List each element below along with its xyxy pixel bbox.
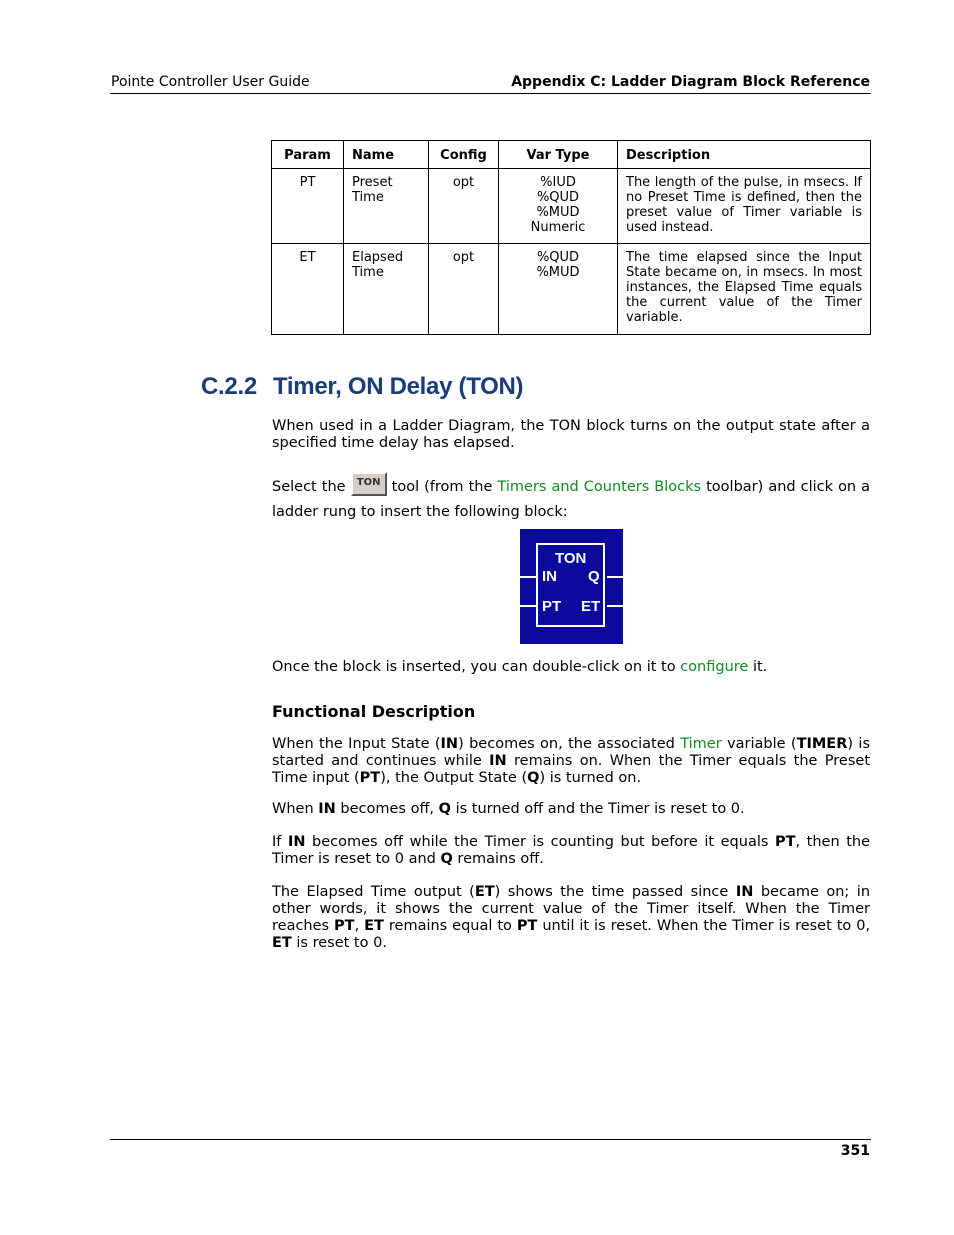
table-header-row bbox=[272, 141, 871, 169]
configure-prefix: Once the block is inserted, you can double-click on it to bbox=[272, 659, 676, 675]
block-in-label: IN bbox=[542, 568, 557, 585]
text: TIMER bbox=[796, 736, 848, 752]
col-header-description: Description bbox=[618, 141, 871, 169]
text: IN bbox=[489, 753, 507, 769]
cell-name bbox=[344, 244, 429, 335]
timer-link[interactable]: Timer bbox=[680, 736, 722, 752]
cell-name-line: Time bbox=[352, 265, 384, 280]
select-middle: tool (from the bbox=[391, 479, 493, 495]
text: ) becomes on, the associated bbox=[458, 736, 675, 752]
table-row bbox=[272, 244, 871, 335]
var-type-line: %QUD bbox=[536, 190, 580, 205]
section-heading bbox=[201, 373, 523, 401]
var-type-line: Numeric bbox=[530, 220, 586, 235]
text: When bbox=[272, 801, 314, 817]
text: became on; in other words, it shows the current value of the Timer itself. When the Timer reaches bbox=[272, 884, 871, 934]
intro-paragraph: When used in a Ladder Diagram, the TON block turns on the output state after a specified time delay has elapsed. bbox=[272, 418, 870, 451]
text: is turned off and the Timer is reset to 0. bbox=[455, 801, 745, 817]
block-name-label: TON bbox=[555, 550, 587, 567]
select-tool-paragraph bbox=[272, 479, 870, 521]
section-title: Timer, ON Delay (TON) bbox=[273, 373, 524, 400]
cell-var-type bbox=[499, 244, 618, 335]
cell-name-line: Elapsed bbox=[352, 250, 404, 265]
func-paragraph-3 bbox=[272, 834, 870, 868]
pin-q-line bbox=[607, 576, 623, 578]
select-suffix: toolbar) and click on a ladder rung to insert the following block: bbox=[272, 479, 871, 520]
func-paragraph-4 bbox=[272, 884, 870, 952]
block-q-label: Q bbox=[588, 568, 600, 585]
text: remains off. bbox=[457, 851, 544, 867]
text: ET bbox=[364, 918, 384, 934]
pin-pt-line bbox=[520, 605, 536, 607]
text: remains equal to bbox=[388, 918, 512, 934]
ton-block-diagram bbox=[520, 529, 623, 644]
cell-config: opt bbox=[429, 169, 499, 244]
func-paragraph-2 bbox=[272, 801, 870, 818]
footer-rule bbox=[110, 1139, 871, 1140]
text: becomes off while the Timer is counting but before it equals bbox=[312, 834, 769, 850]
cell-var-type bbox=[499, 169, 618, 244]
configure-suffix: it. bbox=[752, 659, 768, 675]
text: PT bbox=[334, 918, 355, 934]
parameter-table bbox=[271, 140, 871, 335]
text: Q bbox=[527, 770, 540, 786]
text: , bbox=[354, 918, 360, 934]
cell-description: The length of the pulse, in msecs. If no Preset Time is defined, then the preset value of Timer variable is used instead. bbox=[618, 169, 871, 244]
cell-description: The time elapsed since the Input State became on, in msecs. In most instances, the Elapsed Time equals the current value of the Timer variable. bbox=[618, 244, 871, 335]
col-header-name: Name bbox=[344, 141, 429, 169]
text: ) shows the time passed since bbox=[494, 884, 729, 900]
text: IN bbox=[287, 834, 306, 850]
text: variable ( bbox=[727, 736, 797, 752]
text: ET bbox=[474, 884, 495, 900]
func-paragraph-1 bbox=[272, 736, 870, 787]
functional-description-heading: Functional Description bbox=[272, 702, 476, 721]
select-prefix: Select the bbox=[272, 479, 346, 495]
text: IN bbox=[735, 884, 754, 900]
text: PT bbox=[774, 834, 796, 850]
section-number: C.2.2 bbox=[201, 373, 257, 400]
table-row bbox=[272, 169, 871, 244]
configure-link[interactable]: configure bbox=[680, 659, 749, 675]
text: ), the Output State ( bbox=[380, 770, 528, 786]
text: The Elapsed Time output ( bbox=[272, 884, 475, 900]
cell-name bbox=[344, 169, 429, 244]
text: ) is started and continues while bbox=[272, 736, 871, 769]
text: remains on. When the Timer equals the Preset Time input ( bbox=[272, 753, 871, 786]
col-header-config: Config bbox=[429, 141, 499, 169]
text: becomes off, bbox=[340, 801, 435, 817]
text: until it is reset. When the Timer is reset to 0, bbox=[542, 918, 871, 934]
header-section-title: Appendix C: Ladder Diagram Block Reference bbox=[511, 74, 870, 90]
text: IN bbox=[318, 801, 336, 817]
text: When the Input State ( bbox=[272, 736, 441, 752]
text: ET bbox=[272, 935, 292, 951]
text: Q bbox=[438, 801, 451, 817]
col-header-param: Param bbox=[272, 141, 344, 169]
timers-counters-link[interactable]: Timers and Counters Blocks bbox=[497, 479, 702, 495]
var-type-line: %IUD bbox=[540, 175, 576, 190]
var-type-line: %MUD bbox=[536, 205, 580, 220]
text: ) is turned on. bbox=[539, 770, 642, 786]
var-type-line: %QUD bbox=[536, 250, 580, 265]
block-et-label: ET bbox=[581, 598, 601, 615]
text: , then the Timer is reset to 0 and bbox=[272, 834, 871, 867]
page-header bbox=[110, 73, 871, 94]
text: PT bbox=[359, 770, 381, 786]
text: If bbox=[272, 834, 282, 850]
page-number: 351 bbox=[840, 1143, 870, 1159]
cell-name-line: Time bbox=[352, 190, 384, 205]
pin-in-line bbox=[520, 576, 536, 578]
pin-et-line bbox=[607, 605, 623, 607]
ton-tool-button[interactable]: TON bbox=[351, 472, 387, 496]
configure-paragraph bbox=[272, 659, 870, 676]
cell-config: opt bbox=[429, 244, 499, 335]
text: Q bbox=[440, 851, 453, 867]
text: IN bbox=[440, 736, 459, 752]
var-type-line: %MUD bbox=[536, 265, 580, 280]
cell-param: ET bbox=[272, 244, 344, 335]
cell-param: PT bbox=[272, 169, 344, 244]
cell-name-line: Preset bbox=[352, 175, 393, 190]
text: PT bbox=[516, 918, 538, 934]
col-header-var-type: Var Type bbox=[499, 141, 618, 169]
block-pt-label: PT bbox=[542, 598, 562, 615]
text: is reset to 0. bbox=[296, 935, 387, 951]
header-doc-title: Pointe Controller User Guide bbox=[111, 74, 310, 90]
